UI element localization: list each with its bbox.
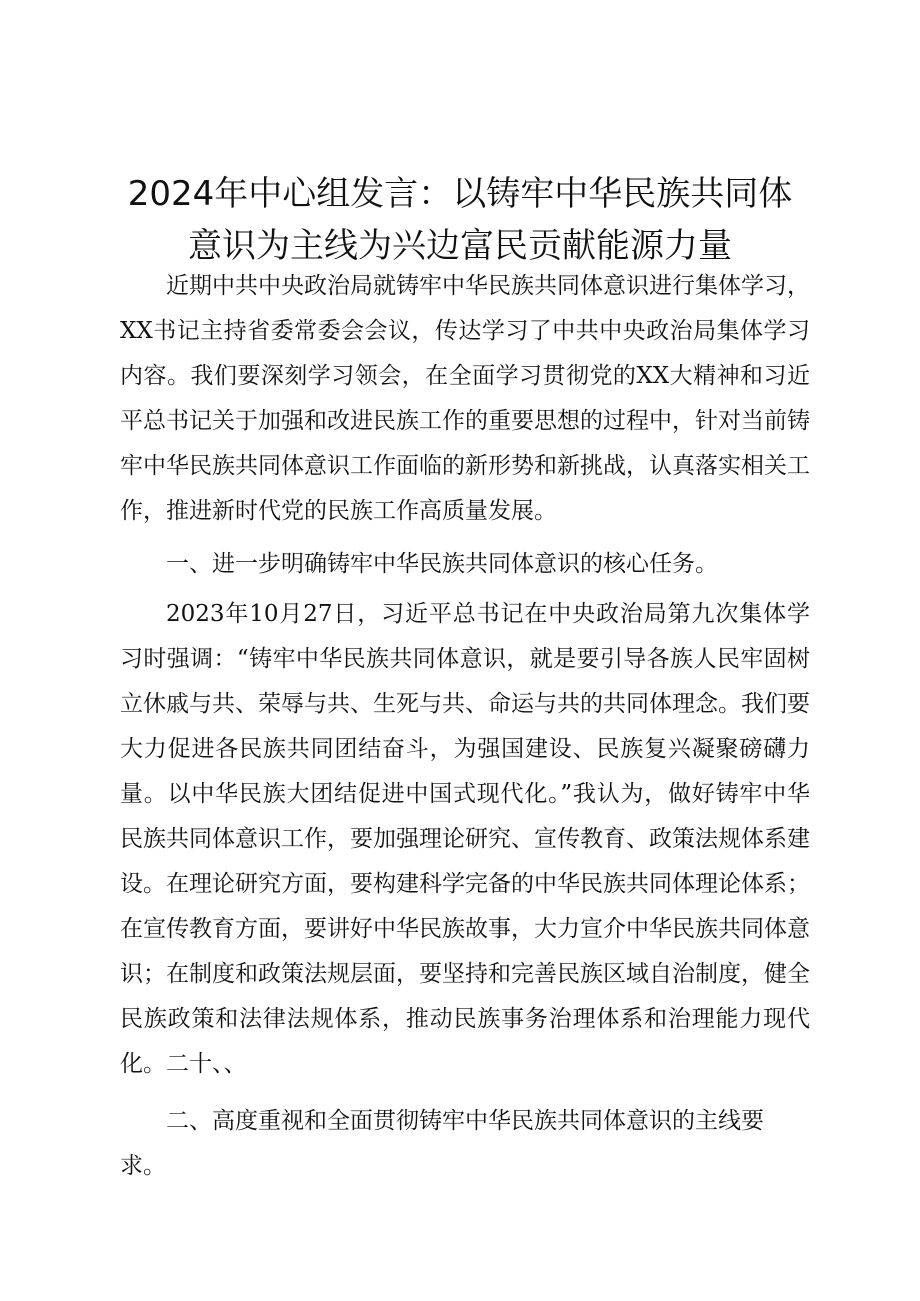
section-heading-2: 二、高度重视和全面贯彻铸牢中华民族共同体意识的主线要求。 [120, 1108, 764, 1179]
section-1-paragraph: 2023年10月27日，习近平总书记在中央政治局第九次集体学习时强调：“铸牢中华民族共同体意识，就是要引导各族人民牢固树立休戚与共、荣辱与共、生死与共、命运与共的共同体理念。我们要大力促进各民族共同团结奋斗，为强国建设、民族复兴凝聚磅礴力量。以中华民族大团结促进中国式现代化。”我认为，做好铸牢中华民族共同体意识工作，要加强理论研究、宣传教育、政策法规体系建设。在理论研究方面，要构建科学完备的中华民族共同体理论体系；在宣传教育方面，要讲好中华民族故事，大力宣介中华民族共同体意识；在制度和政策法规层面，要坚持和完善民族区域自治制度，健全民族政策和法律法规体系，推动民族事务治理体系和治理能力现代化。二十、、 [120, 601, 810, 1077]
document-title-line-2: 意识为主线为兴边富民贡献能源力量 [188, 226, 732, 266]
section-heading-1: 一、进一步明确铸牢中华民族共同体意识的核心任务。 [166, 551, 718, 577]
document-body [120, 264, 810, 1189]
document-title-line-1: 2024年中心组发言：以铸牢中华民族共同体 [127, 174, 793, 214]
intro-paragraph: 近期中共中央政治局就铸牢中华民族共同体意识进行集体学习，XX书记主持省委常委会会议，传达学习了中共中央政治局集体学习内容。我们要深刻学习领会，在全面学习贯彻党的XX大精神和习近平总书记关于加强和改进民族工作的重要思想的过程中，针对当前铸牢中华民族共同体意识工作面临的新形势和新挑战，认真落实相关工作，推进新时代党的民族工作高质量发展。 [120, 273, 810, 524]
